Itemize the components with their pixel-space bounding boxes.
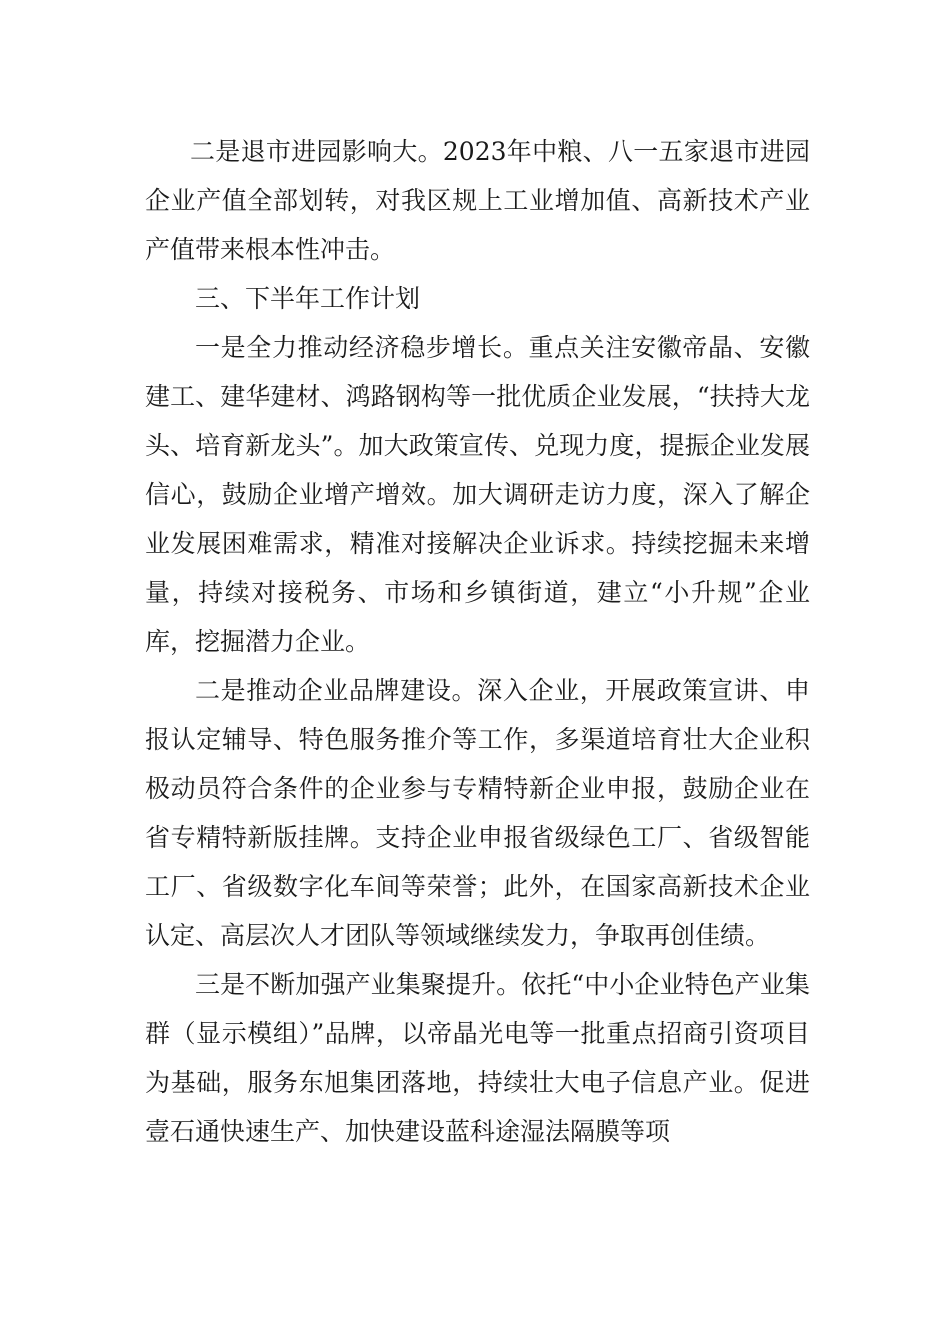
paragraph-industry-cluster: 三是不断加强产业集聚提升。依托“中小企业特色产业集群（显示模组）”品牌，以帝晶光电等一批重点招商引资项目为基础，服务东旭集团落地，持续壮大电子信息产业。促进壹石通快速生产、加快建设蓝科途湿法隔膜等项 <box>145 970 810 1146</box>
paragraph-economic-growth: 一是全力推动经济稳步增长。重点关注安徽帝晶、安徽建工、建华建材、鸿路钢构等一批优质企业发展，“扶持大龙头、培育新龙头”。加大政策宣传、兑现力度，提振企业发展信心，鼓励企业增产增效。加大调研走访力度，深入了解企业发展困难需求，精准对接解决企业诉求。持续挖掘未来增量，持续对接税务、市场和乡镇街道，建立“小升规”企业库，挖掘潜力企业。 <box>145 333 810 656</box>
section-heading-second-half-plan: 三、下半年工作计划 <box>195 284 421 313</box>
document-body <box>145 127 810 1156</box>
paragraph-delisting-impact: 二是退市进园影响大。2023年中粮、八一五家退市进园企业产值全部划转，对我区规上工业增加值、高新技术产业产值带来根本性冲击。 <box>145 137 810 264</box>
paragraph-brand-building: 二是推动企业品牌建设。深入企业，开展政策宣讲、申报认定辅导、特色服务推介等工作，多渠道培育壮大企业积极动员符合条件的企业参与专精特新企业申报，鼓励企业在省专精特新版挂牌。支持企业申报省级绿色工厂、省级智能工厂、省级数字化车间等荣誉；此外，在国家高新技术企业认定、高层次人才团队等领域继续发力，争取再创佳绩。 <box>145 676 810 950</box>
